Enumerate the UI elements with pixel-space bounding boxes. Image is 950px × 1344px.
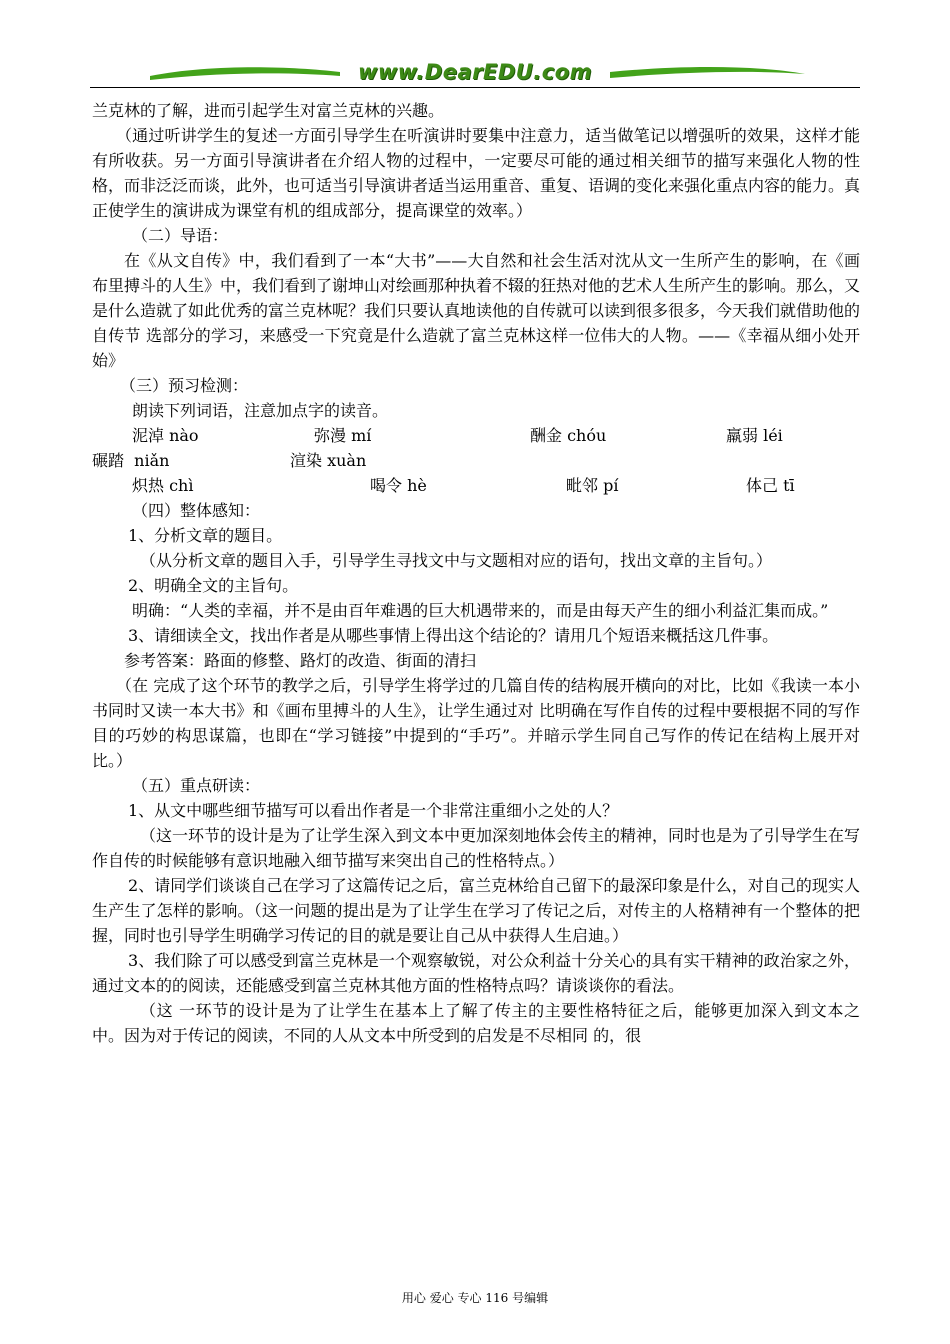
- vocab-row: [92, 423, 860, 448]
- vocab-item: 羸弱 léi: [726, 426, 783, 445]
- vocab-item: 体己 tī: [746, 476, 795, 495]
- paragraph: （从分析文章的题目入手，引导学生寻找文中与文题相对应的语句，找出文章的主旨句。）: [140, 551, 773, 570]
- paragraph-group-1: [92, 98, 860, 423]
- paragraph: 明确：“人类的幸福，并不是由百年难遇的巨大机遇带来的，而是由每天产生的细小利益汇集而成。”: [132, 601, 829, 620]
- paragraph: （这一环节的设计是为了让学生深入到文本中更加深刻地体会传主的精神，同时也是为了引导学生在写作自传的时候能够有意识地融入细节描写来突出自己的性格特点。）: [92, 826, 861, 870]
- vocab-item: 毗邻 pí: [566, 476, 619, 495]
- page-footer: 用心 爱心 专心 116 号编辑: [401, 1291, 549, 1305]
- paragraph: 2、明确全文的主旨句。: [128, 576, 299, 595]
- paragraph: 1、分析文章的题目。: [128, 526, 283, 545]
- document-body: [92, 98, 860, 1048]
- paragraph: 参考答案：路面的修整、路灯的改造、街面的清扫: [124, 651, 477, 670]
- header-rule: [90, 87, 860, 88]
- paragraph: 在《从文自传》中，我们看到了一本“大书”——大自然和社会生活对沈从文一生所产生的影响，在《画布里搏斗的人生》中，我们看到了谢坤山对绘画那种执着不辍的狂热对他的艺术人生所产生的影响。那么，又是什么造就了如此优秀的富兰克林呢？我们只要认真地读他的自传就可以读到很多很多，今天我们就借助他的自传节 选部分的学习，来感受一下究竟是什么造就了富兰克林这样一位伟大的人物。——《幸福从细小处开始》: [92, 251, 861, 370]
- paragraph: （二）导语：: [132, 226, 229, 245]
- vocab-item: 碾踏 niǎn: [92, 451, 170, 470]
- vocab-item: 炽热 chì: [132, 476, 194, 495]
- paragraph: 3、请细读全文，找出作者是从哪些事情上得出这个结论的？请用几个短语来概括这几件事。: [128, 626, 779, 645]
- paragraph: （五）重点研读：: [132, 776, 261, 795]
- brand-logo-text: www.DearEDU.com: [357, 60, 593, 84]
- vocab-item: 喝令 hè: [370, 476, 427, 495]
- vocab-row: [92, 473, 860, 498]
- vocab-row: [92, 448, 860, 473]
- paragraph: （这 一环节的设计是为了让学生在基本上了解了传主的主要性格特征之后，能够更加深入到文本之中。因为对于传记的阅读，不同的人从文本中所受到的启发是不尽相同 的，很: [92, 1001, 860, 1045]
- vocabulary-list: [92, 423, 860, 498]
- paragraph-group-2: [92, 498, 860, 1048]
- paragraph: 3、我们除了可以感受到富兰克林是一个观察敏锐，对公众利益十分关心的具有实干精神的政治家之外，通过文本的的阅读，还能感受到富兰克林其他方面的性格特点吗？请谈谈你的看法。: [92, 951, 860, 995]
- vocab-item: 泥淖 nào: [132, 426, 199, 445]
- paragraph: 兰克林的了解，进而引起学生对富兰克林的兴趣。: [92, 101, 445, 120]
- paragraph: （在 完成了这个环节的教学之后，引导学生将学过的几篇自传的结构展开横向的对比，比如《我读一本小书同时又读一本大书》和《画布里搏斗的人生》，让学生通过对 比明确在写作自传的过程中要根据不同的写作目的巧妙的构思谋篇，也即在“学习链接”中提到的“手巧”。并暗示学生同自己写作的传记在结构上展开对比。）: [92, 676, 860, 770]
- paragraph: 2、请同学们谈谈自己在学习了这篇传记之后，富兰克林给自己留下的最深印象是什么，对自己的现实人生产生了怎样的影响。（这一问题的提出是为了让学生在学习了传记之后，对传主的人格精神有一个整体的把握，同时也引导学生明确学习传记的目的就是要让自己从中获得人生启迪。）: [92, 876, 860, 945]
- vocab-item: 弥漫 mí: [314, 426, 372, 445]
- paragraph: （四）整体感知：: [132, 501, 261, 520]
- paragraph: 1、从文中哪些细节描写可以看出作者是一个非常注重细小之处的人？: [128, 801, 619, 820]
- paragraph: （通过听讲学生的复述一方面引导学生在听演讲时要集中注意力，适当做笔记以增强听的效果，这样才能有所收获。另一方面引导演讲者在介绍人物的过程中，一定要尽可能的通过相关细节的描写来强化人物的性格，而非泛泛而谈，此外，也可适当引导演讲者适当运用重音、重复、语调的变化来强化重点内容的能力。真正使学生的演讲成为课堂有机的组成部分，提高课堂的效率。）: [92, 126, 861, 220]
- vocab-item: 渲染 xuàn: [290, 451, 367, 470]
- paragraph: 朗读下列词语，注意加点字的读音。: [132, 401, 389, 420]
- paragraph: （三）预习检测：: [120, 376, 249, 395]
- page-header: [90, 56, 860, 90]
- vocab-item: 酬金 chóu: [530, 426, 607, 445]
